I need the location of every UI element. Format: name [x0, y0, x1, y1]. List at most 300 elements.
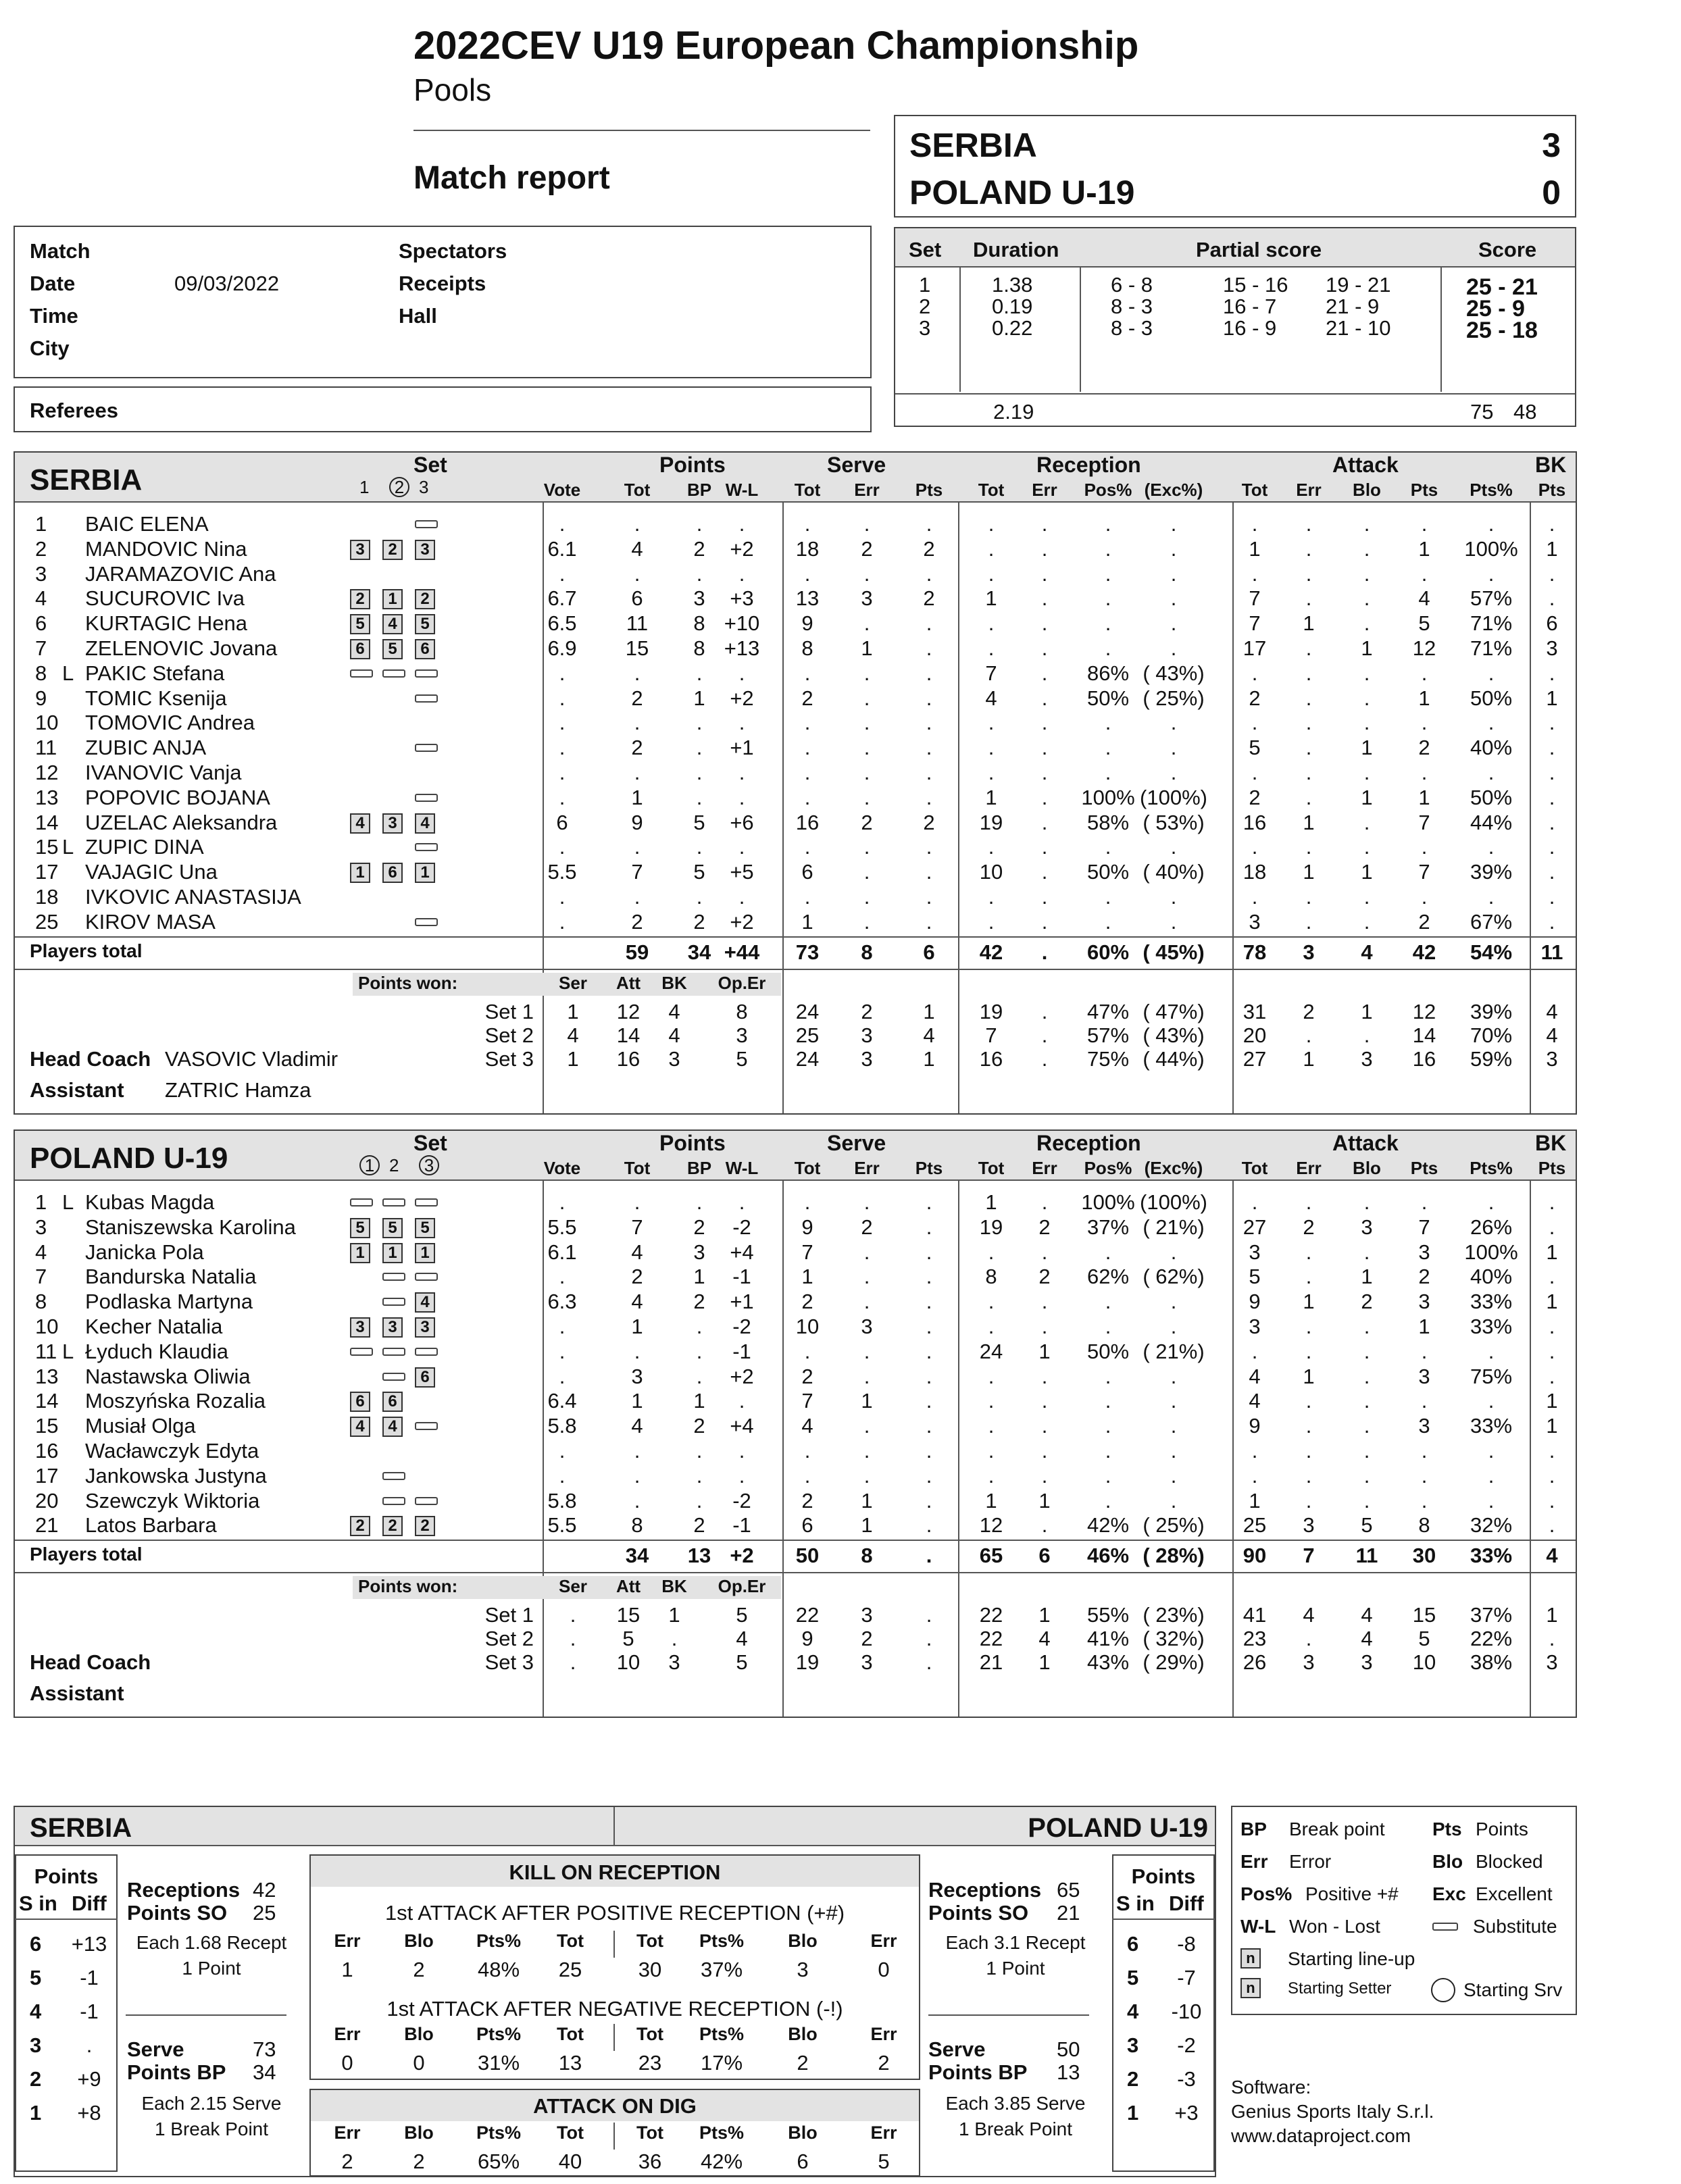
stat-value: 1 — [1303, 810, 1315, 834]
points-so-value: 21 — [1057, 1901, 1080, 1925]
stat-value: . — [1041, 761, 1048, 784]
stat-value: . — [1305, 835, 1312, 859]
lineup-position: 2 — [415, 1516, 435, 1536]
result-team1: SERBIA — [909, 126, 1037, 164]
stat-value: . — [1549, 860, 1555, 884]
spectators-label: Spectators — [399, 239, 507, 263]
player-name: IVANOVIC Vanja — [85, 761, 242, 784]
stat-value: . — [1549, 561, 1555, 586]
points-won-value: 8 — [736, 999, 748, 1023]
stat-value: . — [1170, 835, 1177, 859]
stat-value: 50% — [1086, 686, 1130, 710]
stat-value: . — [1305, 1265, 1312, 1289]
stat-value: 5 — [693, 860, 705, 884]
each-serve: Each 2.15 Serve — [141, 2093, 282, 2114]
stat-value: . — [1363, 810, 1370, 834]
substitute-mark — [415, 1198, 438, 1207]
set-summary-value: 3 — [1361, 1650, 1373, 1675]
column-header: Tot — [978, 480, 1005, 500]
stat-value: . — [1421, 1190, 1428, 1214]
stat-value: . — [1105, 711, 1111, 735]
stat-value: . — [1041, 686, 1048, 710]
stat-value: 2 — [923, 586, 935, 611]
stat-value: 1 — [631, 1315, 643, 1338]
stat-value: . — [926, 736, 932, 760]
stat-value: . — [863, 1463, 870, 1488]
stat-value: 6.3 — [547, 1290, 577, 1314]
stat-value: 2 — [801, 1364, 813, 1388]
summary-team-a: SERBIA — [30, 1813, 132, 1843]
stat-value: . — [988, 536, 995, 561]
total-value: 90 — [1243, 1544, 1267, 1568]
set-summary-value: 22 — [795, 1603, 820, 1627]
column-header: BP — [686, 1158, 712, 1178]
stat-value: . — [1549, 1364, 1555, 1388]
stat-value: 8 — [693, 611, 705, 636]
set-summary-value: 4 — [1303, 1603, 1315, 1627]
stat-value: 1 — [861, 1513, 873, 1538]
stat-value: 37% — [1086, 1215, 1130, 1239]
stat-value: . — [1170, 909, 1177, 934]
stat-value: 5 — [1361, 1513, 1373, 1538]
set-summary-value: ( 47%) — [1143, 999, 1205, 1023]
player-number: 10 — [35, 1315, 59, 1338]
stat-value: 26% — [1470, 1215, 1513, 1239]
points-won-value: 4 — [736, 1627, 748, 1651]
substitute-mark — [415, 794, 438, 802]
stat-value: . — [1488, 661, 1495, 685]
stat-value: . — [738, 561, 745, 586]
stat-value: ( 25%) — [1143, 1513, 1205, 1538]
lineup-position: 3 — [415, 540, 435, 560]
stat-value: . — [696, 1439, 703, 1463]
stat-value: 9 — [801, 1215, 813, 1239]
stat-value: . — [926, 561, 932, 586]
set-summary-value: . — [926, 1627, 932, 1651]
total-value: 33% — [1470, 1544, 1513, 1568]
stat-value: . — [1363, 835, 1370, 859]
stat-value: . — [1105, 909, 1111, 934]
player-name: ZUPIC DINA — [85, 835, 204, 859]
kill-value: 0 — [413, 2051, 425, 2075]
set-number: 3 — [919, 316, 931, 340]
total-divider — [15, 936, 1576, 938]
stat-value: 5.8 — [547, 1488, 577, 1513]
rotation-number: 2 — [1127, 2067, 1139, 2091]
partial-score: 21 - 9 — [1326, 295, 1380, 318]
set-header: Set — [413, 1131, 447, 1155]
player-name: Bandurska Natalia — [85, 1265, 257, 1289]
player-name: Latos Barbara — [85, 1513, 217, 1538]
kill-col-header: Blo — [404, 2123, 434, 2143]
header-divider — [15, 1179, 1576, 1181]
stat-value: . — [559, 711, 566, 735]
stat-value: . — [926, 909, 932, 934]
stat-value: . — [1170, 536, 1177, 561]
player-number: 7 — [35, 1265, 47, 1289]
total-value: 42 — [1412, 940, 1436, 964]
lineup-position: 6 — [415, 639, 435, 659]
stat-value: 6 — [631, 586, 643, 611]
stat-value: . — [696, 1315, 703, 1338]
points-won-header: BK — [661, 972, 687, 993]
stat-value: . — [863, 909, 870, 934]
referees-box — [14, 386, 872, 432]
lineup-position: 3 — [382, 813, 403, 834]
stat-value: . — [1041, 1439, 1048, 1463]
stat-value: 71% — [1470, 636, 1513, 660]
points-won-value: 4 — [668, 1023, 680, 1047]
player-number: 3 — [35, 561, 47, 586]
set-summary-value: 1 — [1546, 1603, 1558, 1627]
points-won-value: . — [570, 1650, 576, 1675]
stat-value: 7 — [801, 1389, 813, 1413]
stat-value: -2 — [732, 1315, 751, 1338]
set-summary-label: Set 2 — [484, 1627, 534, 1651]
stat-value: . — [1549, 909, 1555, 934]
stat-value: . — [1549, 1339, 1555, 1363]
stat-value: . — [863, 1190, 870, 1214]
stat-value: . — [988, 1389, 995, 1413]
stat-value: +1 — [730, 736, 754, 760]
set-summary-value: 12 — [1412, 999, 1436, 1023]
stat-value: . — [1305, 736, 1312, 760]
stat-value: +3 — [730, 586, 754, 611]
stat-value: . — [1305, 512, 1312, 536]
kill-value: 48% — [477, 1958, 520, 1981]
stat-value: . — [863, 561, 870, 586]
stat-value: 1 — [861, 1488, 873, 1513]
stat-value: . — [1105, 761, 1111, 784]
column-header: Tot — [794, 480, 821, 500]
legend-abbr: Exc — [1432, 1883, 1466, 1904]
set-summary-value: ( 29%) — [1143, 1650, 1205, 1675]
stat-value: . — [1549, 1439, 1555, 1463]
stat-value: . — [804, 1190, 811, 1214]
stat-value: 1 — [801, 1265, 813, 1289]
points-won-value: 1 — [668, 1603, 680, 1627]
set-header: Set — [413, 453, 447, 477]
stat-value: 19 — [979, 810, 1003, 834]
points-won-value: 3 — [668, 1650, 680, 1675]
total-value: +2 — [730, 1544, 754, 1568]
stat-value: 8 — [985, 1265, 997, 1289]
stat-value: 3 — [1418, 1364, 1430, 1388]
points-won-value: 5 — [736, 1046, 748, 1071]
stat-value: ( 21%) — [1143, 1215, 1205, 1239]
stat-value: . — [634, 1190, 641, 1214]
column-header: Pts — [915, 480, 943, 500]
stat-value: 6.4 — [547, 1389, 577, 1413]
stat-value: . — [1105, 885, 1111, 909]
stat-value: . — [1363, 1364, 1370, 1388]
result-score2: 0 — [1542, 174, 1561, 211]
player-number: 17 — [35, 1463, 59, 1488]
stat-value: 2 — [1418, 909, 1430, 934]
set-summary-value: 2 — [861, 1627, 873, 1651]
stat-value: . — [1363, 661, 1370, 685]
stat-value: 50% — [1470, 785, 1513, 809]
player-name: Staniszewska Karolina — [85, 1215, 296, 1239]
legend-abbr: Err — [1240, 1851, 1268, 1872]
total-value: . — [1041, 940, 1048, 964]
stat-value: 6 — [801, 860, 813, 884]
stat-value: . — [1305, 761, 1312, 784]
stat-value: . — [1105, 512, 1111, 536]
stat-value: 6 — [801, 1513, 813, 1538]
stat-value: 3 — [1303, 1513, 1315, 1538]
set-summary-value: 4 — [923, 1023, 935, 1047]
set-summary-value: ( 44%) — [1143, 1046, 1205, 1071]
points-bp-value: 34 — [253, 2060, 276, 2084]
bk-header: BK — [1535, 1131, 1567, 1155]
team-name: SERBIA — [30, 463, 143, 497]
stat-value: . — [1105, 1488, 1111, 1513]
stat-value: 1 — [631, 785, 643, 809]
stat-value: . — [1105, 611, 1111, 636]
stat-value: 100% — [1081, 1190, 1135, 1214]
stat-value: ( 62%) — [1143, 1265, 1205, 1289]
legend-desc: Blocked — [1476, 1851, 1543, 1872]
rotation-number: 1 — [1127, 2101, 1139, 2125]
stat-value: . — [634, 561, 641, 586]
total-value: 6 — [1038, 1544, 1051, 1568]
column-header: Err — [1032, 480, 1057, 500]
stat-value: . — [1363, 1190, 1370, 1214]
player-name: VAJAGIC Una — [85, 860, 218, 884]
kill-value: 37% — [700, 1958, 743, 1981]
stat-value: 5.5 — [547, 1513, 577, 1538]
stat-value: . — [1041, 711, 1048, 735]
total-value: 4 — [1361, 940, 1373, 964]
substitute-mark — [382, 1348, 405, 1356]
points-won-header: Att — [616, 972, 641, 993]
set-mark: 3 — [419, 1155, 439, 1175]
kill-value: 25 — [558, 1958, 582, 1981]
stat-value: 3 — [693, 586, 705, 611]
stat-value: 15 — [625, 636, 649, 660]
set-summary-value: 55% — [1086, 1603, 1130, 1627]
stat-value: . — [926, 1389, 932, 1413]
stat-value: +6 — [730, 810, 754, 834]
result-score1: 3 — [1542, 126, 1561, 164]
stat-value: +2 — [730, 909, 754, 934]
stat-value: . — [559, 1463, 566, 1488]
stat-value: 1 — [1361, 1265, 1373, 1289]
column-header: Tot — [794, 1158, 821, 1178]
legend-abbr: Pos% — [1240, 1883, 1293, 1904]
receptions-value: 42 — [253, 1878, 276, 1902]
legend-desc: Excellent — [1476, 1883, 1553, 1904]
stat-value: +2 — [730, 1364, 754, 1388]
set-summary-value: 75% — [1086, 1046, 1130, 1071]
stat-value: . — [804, 512, 811, 536]
kill-col-header: Blo — [404, 1931, 434, 1951]
stat-value: . — [1041, 512, 1048, 536]
stat-value: 2 — [693, 1414, 705, 1438]
stat-value: . — [1549, 1190, 1555, 1214]
stat-value: . — [988, 885, 995, 909]
setter-icon: n — [1240, 1978, 1261, 1998]
stat-value: . — [1421, 1389, 1428, 1413]
stat-value: . — [988, 1315, 995, 1338]
set-summary-value: 3 — [1546, 1650, 1558, 1675]
kill-value: 65% — [477, 2150, 520, 2173]
libero-mark: L — [62, 661, 74, 685]
player-name: TOMIC Ksenija — [85, 686, 227, 710]
stat-value: . — [926, 1339, 932, 1363]
player-name: MANDOVIC Nina — [85, 536, 247, 561]
player-number: 12 — [35, 761, 59, 784]
stat-value: 5.8 — [547, 1414, 577, 1438]
assistant-name: ZATRIC Hamza — [165, 1077, 311, 1102]
bk-header: BK — [1535, 453, 1567, 477]
player-number: 6 — [35, 611, 47, 636]
stat-value: . — [1251, 512, 1258, 536]
column-header: Pts — [1410, 1158, 1438, 1178]
stat-value: . — [738, 661, 745, 685]
stat-value: . — [1421, 661, 1428, 685]
total-value: 34 — [687, 940, 711, 964]
total-value: ( 28%) — [1143, 1544, 1205, 1568]
stat-value: . — [559, 1339, 566, 1363]
stat-value: . — [1251, 661, 1258, 685]
stat-value: 3 — [631, 1364, 643, 1388]
stat-value: . — [863, 711, 870, 735]
set-summary-value: . — [926, 1650, 932, 1675]
libero-mark: L — [62, 835, 74, 859]
attack-header: Attack — [1332, 453, 1399, 477]
stat-value: 67% — [1470, 909, 1513, 934]
stat-value: . — [634, 661, 641, 685]
rotation-number: 3 — [1127, 2033, 1139, 2057]
player-name: JARAMAZOVIC Ana — [85, 561, 276, 586]
stat-value: . — [1105, 1389, 1111, 1413]
set-summary-value: 10 — [1412, 1650, 1436, 1675]
total-value: 60% — [1086, 940, 1130, 964]
stat-value: . — [863, 661, 870, 685]
stat-value: 2 — [693, 909, 705, 934]
total-value: 8 — [861, 1544, 873, 1568]
kill-col-header: Blo — [788, 2123, 818, 2143]
kill-col-header: Err — [334, 2024, 361, 2044]
stat-value: . — [1549, 711, 1555, 735]
stat-value: 33% — [1470, 1290, 1513, 1314]
stat-value: . — [1305, 1439, 1312, 1463]
stat-value: . — [926, 1463, 932, 1488]
stat-value: . — [1363, 536, 1370, 561]
stat-value: -1 — [732, 1265, 751, 1289]
player-name: Podlaska Martyna — [85, 1290, 253, 1314]
stat-value: 33% — [1470, 1414, 1513, 1438]
stat-value: . — [863, 1265, 870, 1289]
stat-value: . — [1305, 909, 1312, 934]
stat-value: 3 — [693, 1240, 705, 1264]
kill-col-header: Err — [870, 1931, 897, 1951]
stat-value: 19 — [979, 1215, 1003, 1239]
stat-value: . — [1041, 1389, 1048, 1413]
stat-value: 7 — [631, 1215, 643, 1239]
stat-value: 50% — [1086, 1339, 1130, 1363]
set-summary-value: 3 — [861, 1046, 873, 1071]
stat-value: 57% — [1470, 586, 1513, 611]
total-points-b: 48 — [1513, 400, 1537, 424]
points-won-header: Op.Er — [718, 972, 766, 993]
each-recept: Each 3.1 Recept — [945, 1932, 1086, 1953]
kill-title: KILL ON RECEPTION — [509, 1860, 721, 1884]
stat-value: . — [559, 1439, 566, 1463]
stat-value: 3 — [1249, 1315, 1261, 1338]
player-name: Janicka Pola — [85, 1240, 204, 1264]
stat-value: . — [634, 885, 641, 909]
stat-value: 13 — [795, 586, 820, 611]
stat-value: 8 — [693, 636, 705, 660]
stat-value: . — [1549, 761, 1555, 784]
stat-value: . — [1041, 736, 1048, 760]
sets-header-set: Set — [909, 238, 942, 261]
lineup-position: 1 — [382, 589, 403, 609]
substitute-mark — [415, 1422, 438, 1430]
substitute-mark — [415, 843, 438, 851]
stat-value: 18 — [795, 536, 820, 561]
set-summary-value: 4 — [1038, 1627, 1051, 1651]
stat-value: . — [559, 736, 566, 760]
rotation-number: 5 — [1127, 1966, 1139, 1989]
partial-score: 8 - 3 — [1111, 316, 1153, 340]
stat-value: . — [1488, 1339, 1495, 1363]
software-label: Software: — [1231, 2077, 1311, 2098]
stat-value: 8 — [801, 636, 813, 660]
stat-value: . — [863, 1290, 870, 1314]
kill-value: 31% — [477, 2051, 520, 2075]
set-summary-value: 22 — [979, 1603, 1003, 1627]
stat-value: . — [1041, 1513, 1048, 1538]
stat-value: . — [634, 761, 641, 784]
set-summary-label: Set 3 — [484, 1046, 534, 1071]
stat-value: 2 — [631, 686, 643, 710]
serve-value: 73 — [253, 2037, 276, 2061]
stat-value: . — [1421, 835, 1428, 859]
set-summary-value: 4 — [1361, 1627, 1373, 1651]
legend-desc: Break point — [1289, 1819, 1385, 1839]
stat-value: . — [1363, 1414, 1370, 1438]
stat-value: 2 — [631, 1265, 643, 1289]
rotation-divider — [1112, 1919, 1215, 1920]
set-summary-value: . — [1549, 1627, 1555, 1651]
set-summary-value: 41% — [1086, 1627, 1130, 1651]
stat-value: 1 — [1038, 1488, 1051, 1513]
stat-value: . — [1421, 761, 1428, 784]
points-so-label: Points SO — [928, 1901, 1029, 1925]
stat-value: . — [1170, 586, 1177, 611]
stat-value: 1 — [801, 909, 813, 934]
column-header: Tot — [1241, 1158, 1268, 1178]
stat-value: 7 — [1249, 611, 1261, 636]
stat-value: 5 — [1418, 611, 1430, 636]
stat-value: . — [1170, 1364, 1177, 1388]
serve-header: Serve — [827, 453, 886, 477]
stat-value: . — [1041, 909, 1048, 934]
player-name: KIROV MASA — [85, 909, 216, 934]
lineup-position: 3 — [350, 540, 370, 560]
partial-score: 6 - 8 — [1111, 273, 1153, 297]
player-number: 20 — [35, 1488, 59, 1513]
stat-value: . — [559, 885, 566, 909]
negative-title: 1st ATTACK AFTER NEGATIVE RECEPTION (-!) — [386, 1997, 843, 2021]
stat-value: . — [988, 761, 995, 784]
stat-value: . — [1549, 810, 1555, 834]
s-in-label: S in — [1116, 1891, 1155, 1915]
